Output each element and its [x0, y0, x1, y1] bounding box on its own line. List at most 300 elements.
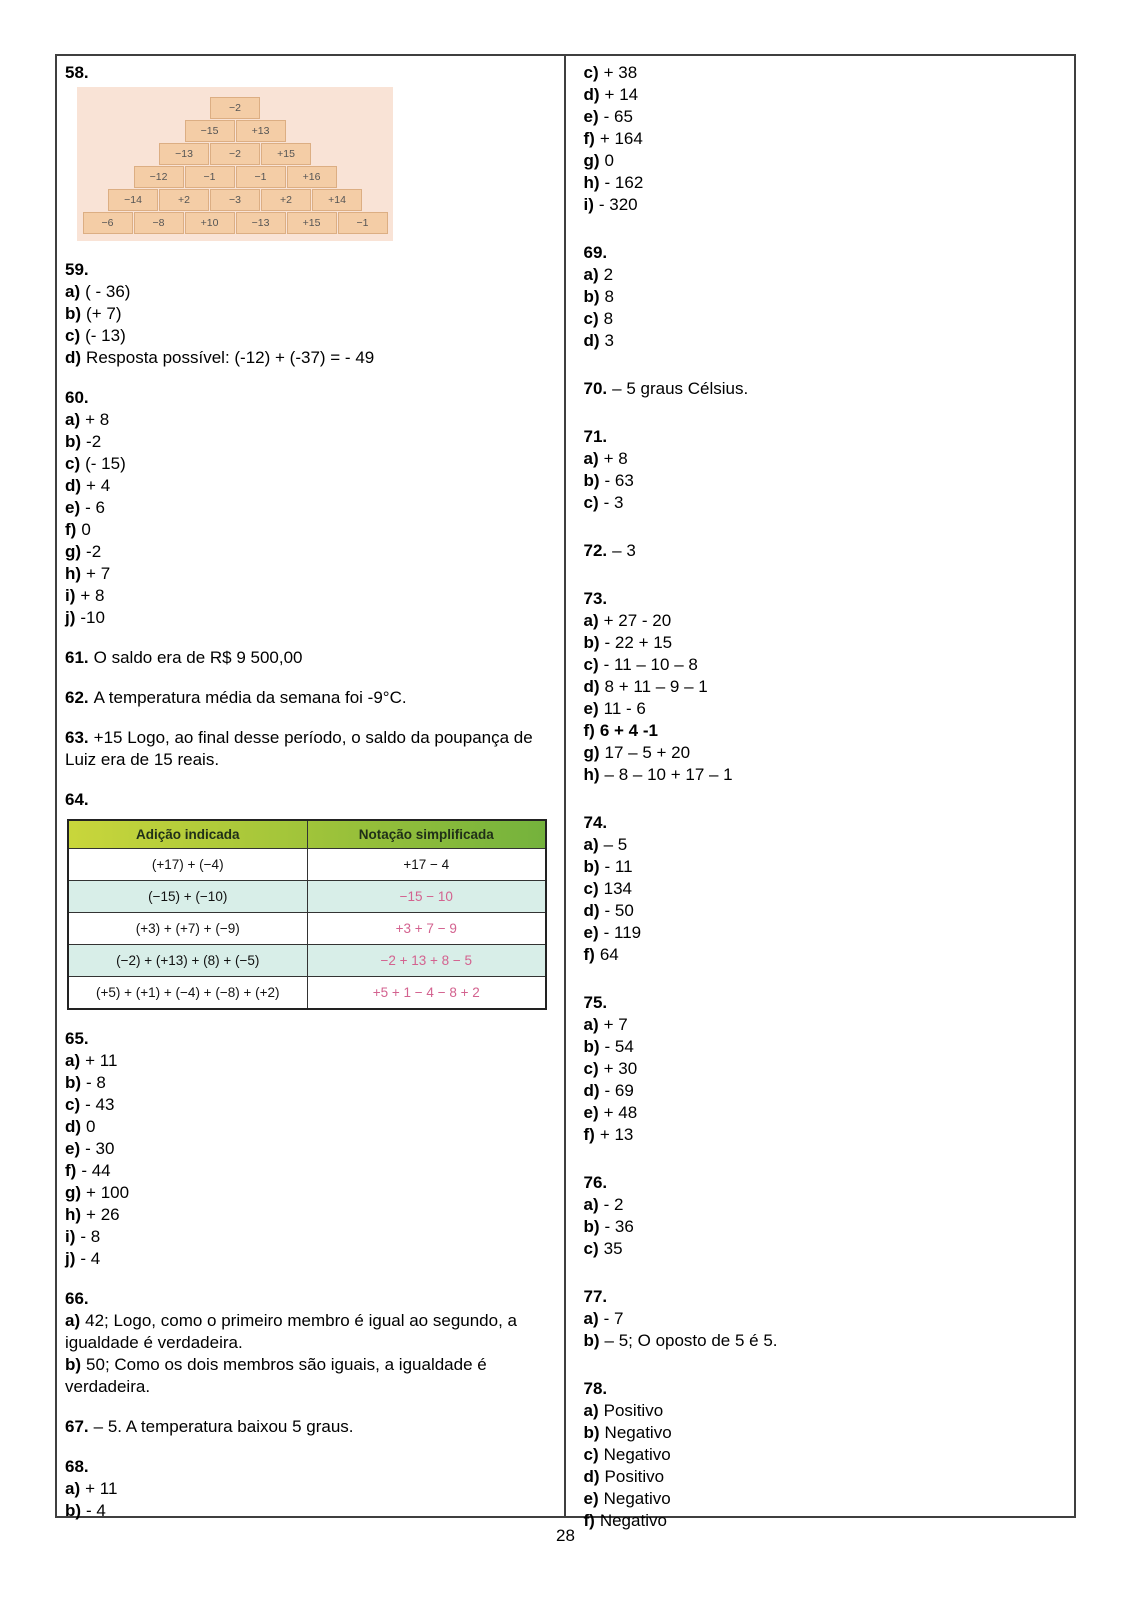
- answer-item-label: e): [65, 1139, 81, 1158]
- answer-line: [65, 475, 550, 497]
- pyramid-row: [133, 165, 337, 188]
- pyramid-cell: −3: [210, 189, 260, 211]
- answer-item-label: c): [583, 1059, 599, 1078]
- answer-text: 11 - 6: [603, 699, 646, 718]
- answer-item-label: b): [65, 432, 82, 451]
- answer-text: -2: [86, 542, 102, 561]
- exercise-block-74: [584, 812, 1063, 966]
- pyramid-cell: +13: [236, 120, 286, 142]
- pyramid-row: [108, 188, 363, 211]
- answer-text: 50; Como os dois membros são iguais, a igualdade é verdadeira.: [65, 1355, 487, 1396]
- answer-line: [584, 1036, 1063, 1058]
- answer-line: [65, 1500, 550, 1522]
- column-right: [566, 56, 1075, 1530]
- answer-text: Positivo: [604, 1467, 665, 1486]
- exercise-number: 63.: [65, 728, 89, 747]
- answer-item-label: f): [583, 721, 595, 740]
- answer-line: [584, 106, 1063, 128]
- answer-text: – 5; O oposto de 5 é 5.: [604, 1331, 778, 1350]
- answer-text: -10: [80, 608, 105, 627]
- exercise-block-68: [65, 1456, 550, 1522]
- answer-text: - 7: [603, 1309, 624, 1328]
- answer-line: [584, 1216, 1063, 1238]
- exercise-number: 68.: [65, 1457, 89, 1476]
- answer-item-label: c): [583, 493, 599, 512]
- table-row: [68, 881, 546, 913]
- answer-line: [65, 1094, 550, 1116]
- answer-text: ( - 36): [85, 282, 131, 301]
- answer-item-label: c): [583, 1445, 599, 1464]
- exercise-block-76: [584, 1172, 1063, 1260]
- exercise-block-65: [65, 1028, 550, 1270]
- answer-text: 6 + 4 -1: [599, 721, 658, 740]
- answer-item-label: a): [583, 611, 599, 630]
- answer-text: + 26: [86, 1205, 120, 1224]
- exercise-block-64: [65, 789, 550, 1010]
- answer-line: [65, 1310, 550, 1354]
- exercise-number: 67.: [65, 1417, 89, 1436]
- exercise-number: 77.: [583, 1287, 608, 1306]
- answer-text: – 8 – 10 + 17 – 1: [604, 765, 733, 784]
- exercise-block-58: [65, 62, 550, 241]
- pyramid-cell: +15: [287, 212, 337, 234]
- answer-line: [584, 1080, 1063, 1102]
- exercise-number: 60.: [65, 388, 89, 407]
- exercise-block-62: [65, 687, 550, 709]
- exercise-number: 70.: [583, 379, 608, 398]
- answer-text: + 164: [599, 129, 643, 148]
- answer-text: - 44: [81, 1161, 111, 1180]
- answer-text: – 5 graus Célsius.: [612, 379, 749, 398]
- answer-line: [65, 1478, 550, 1500]
- exercise-block-63: [65, 727, 550, 771]
- answer-text: - 63: [604, 471, 634, 490]
- exercise-number: 72.: [583, 541, 608, 560]
- answer-text: (- 13): [85, 326, 126, 345]
- answer-text: - 8: [86, 1073, 106, 1092]
- exercise-block-73: [584, 588, 1063, 786]
- exercise-number: 71.: [583, 427, 608, 446]
- answer-line: [65, 1050, 550, 1072]
- table-row: [68, 977, 546, 1010]
- answer-item-label: b): [583, 1037, 600, 1056]
- answer-item-label: b): [65, 1355, 82, 1374]
- pyramid-row: [184, 119, 286, 142]
- answer-item-label: a): [65, 282, 81, 301]
- answer-text: O saldo era de R$ 9 500,00: [93, 648, 303, 667]
- answer-line: [584, 330, 1063, 352]
- answer-line: [65, 303, 550, 325]
- answer-line: [65, 1204, 550, 1226]
- answer-text: + 7: [603, 1015, 628, 1034]
- answer-item-label: a): [65, 1311, 81, 1330]
- exercise-number-line: [584, 588, 1063, 610]
- answer-text: 42; Logo, como o primeiro membro é igual ao segundo, a igualdade é verdadeira.: [65, 1311, 517, 1352]
- answer-text: + 11: [85, 1051, 118, 1070]
- exercise-number: 74.: [583, 813, 608, 832]
- answer-text: - 2: [603, 1195, 624, 1214]
- answer-text: 17 – 5 + 20: [604, 743, 691, 762]
- answer-line: [65, 325, 550, 347]
- table-row: [68, 945, 546, 977]
- number-pyramid-figure: [77, 87, 393, 241]
- answer-line: [584, 448, 1063, 470]
- answer-line: [584, 1400, 1063, 1422]
- answer-line: [584, 286, 1063, 308]
- answer-text: 2: [603, 265, 614, 284]
- pyramid-cell: −13: [236, 212, 286, 234]
- pyramid-row: [159, 142, 312, 165]
- answer-text: (+ 7): [86, 304, 122, 323]
- addition-indicated-cell: (−15) + (−10): [68, 881, 307, 913]
- answer-line: [584, 172, 1063, 194]
- answer-item-label: a): [583, 1309, 599, 1328]
- answer-line: [584, 1308, 1063, 1330]
- answer-text: Negativo: [604, 1423, 672, 1442]
- table-header-cell: Adição indicada: [68, 820, 307, 849]
- answer-text: - 4: [86, 1501, 106, 1520]
- answer-item-label: c): [65, 1095, 81, 1114]
- answer-item-label: f): [583, 1125, 595, 1144]
- pyramid-cell: −8: [134, 212, 184, 234]
- answer-text: - 22 + 15: [604, 633, 673, 652]
- answer-item-label: b): [65, 1073, 82, 1092]
- answer-line: [584, 62, 1063, 84]
- exercise-block-72: [584, 540, 1063, 562]
- answer-text: 8 + 11 – 9 – 1: [604, 677, 708, 696]
- answer-item-label: i): [65, 1227, 76, 1246]
- exercise-block-66: [65, 1288, 550, 1398]
- pyramid-cell: −14: [108, 189, 158, 211]
- answer-line: [584, 492, 1063, 514]
- pyramid-cell: −15: [185, 120, 235, 142]
- answer-sheet: [55, 54, 1076, 1530]
- answer-line: [65, 1354, 550, 1398]
- exercise-inline-answer: [65, 727, 550, 771]
- exercise-inline-answer: [65, 647, 550, 669]
- pyramid-cell: +15: [261, 143, 311, 165]
- answer-text: A temperatura média da semana foi -9°C.: [93, 688, 407, 707]
- answer-text: + 8: [603, 449, 628, 468]
- exercise-block-71: [584, 426, 1063, 514]
- answer-text: Negativo: [603, 1445, 671, 1464]
- answer-item-label: f): [583, 129, 595, 148]
- answer-item-label: h): [65, 1205, 82, 1224]
- pyramid-cell: +14: [312, 189, 362, 211]
- answer-line: [65, 1116, 550, 1138]
- answer-text: – 3: [612, 541, 636, 560]
- table-row: [68, 913, 546, 945]
- answer-item-label: d): [583, 1467, 600, 1486]
- answer-text: 3: [604, 331, 615, 350]
- simplified-notation-cell: +17 − 4: [307, 849, 546, 881]
- exercise-number-line: [584, 426, 1063, 448]
- answer-text: – 5: [603, 835, 628, 854]
- answer-item-label: i): [65, 586, 76, 605]
- answer-text: 8: [604, 287, 615, 306]
- answer-text: - 4: [80, 1249, 101, 1268]
- answer-item-label: b): [583, 1331, 600, 1350]
- answer-text: - 3: [603, 493, 624, 512]
- pyramid-cell: −13: [159, 143, 209, 165]
- answer-item-label: a): [583, 265, 599, 284]
- answer-item-label: c): [583, 879, 599, 898]
- answer-item-label: h): [583, 765, 600, 784]
- answer-text: + 100: [86, 1183, 130, 1202]
- exercise-block-78: [584, 1378, 1063, 1532]
- answer-line: [584, 654, 1063, 676]
- answer-text: - 30: [85, 1139, 115, 1158]
- answer-item-label: d): [583, 85, 600, 104]
- exercise-inline-answer: [584, 540, 1063, 562]
- answer-line: [584, 610, 1063, 632]
- simplified-notation-cell: −2 + 13 + 8 − 5: [307, 945, 546, 977]
- answer-line: [584, 720, 1063, 742]
- answer-item-label: h): [583, 173, 600, 192]
- pyramid-cell: −6: [83, 212, 133, 234]
- exercise-number-line: [584, 812, 1063, 834]
- answer-line: [65, 563, 550, 585]
- answer-text: + 8: [85, 410, 110, 429]
- answer-text: - 8: [80, 1227, 101, 1246]
- exercise-number: 61.: [65, 648, 89, 667]
- answer-text: + 7: [86, 564, 111, 583]
- exercise-number: 65.: [65, 1029, 89, 1048]
- answer-line: [584, 1422, 1063, 1444]
- answer-item-label: g): [65, 542, 82, 561]
- answer-text: Negativo: [599, 1511, 667, 1530]
- answer-line: [65, 519, 550, 541]
- addition-indicated-cell: (+5) + (+1) + (−4) + (−8) + (+2): [68, 977, 307, 1010]
- exercise-number: 75.: [583, 993, 608, 1012]
- simplified-notation-cell: −15 − 10: [307, 881, 546, 913]
- exercise-number-line: [584, 1378, 1063, 1400]
- exercise-block-69: [584, 242, 1063, 352]
- answer-line: [65, 281, 550, 303]
- answer-item-label: a): [583, 1401, 599, 1420]
- answer-text: - 162: [604, 173, 644, 192]
- addition-indicated-cell: (+3) + (+7) + (−9): [68, 913, 307, 945]
- answer-text: - 69: [604, 1081, 634, 1100]
- answer-text: -2: [86, 432, 102, 451]
- answer-line: [65, 431, 550, 453]
- answer-text: + 30: [603, 1059, 638, 1078]
- exercise-number: 76.: [583, 1173, 608, 1192]
- exercise-number-line: [65, 1028, 550, 1050]
- answer-item-label: d): [583, 1081, 600, 1100]
- answer-text: 0: [81, 520, 91, 539]
- addition-indicated-cell: (−2) + (+13) + (8) + (−5): [68, 945, 307, 977]
- pyramid-row: [82, 211, 388, 234]
- answer-line: [584, 1014, 1063, 1036]
- exercise-number: 59.: [65, 260, 89, 279]
- answer-line: [65, 1160, 550, 1182]
- answer-text: 8: [603, 309, 614, 328]
- answer-text: - 320: [598, 195, 638, 214]
- answer-item-label: a): [583, 449, 599, 468]
- answer-text: 134: [603, 879, 632, 898]
- column-left: [57, 56, 566, 1520]
- answer-item-label: b): [65, 1501, 82, 1520]
- answer-item-label: b): [583, 1217, 600, 1236]
- answer-line: [584, 150, 1063, 172]
- answer-line: [584, 1488, 1063, 1510]
- answer-item-label: f): [65, 520, 77, 539]
- answer-item-label: c): [65, 326, 81, 345]
- exercise-number-line: [65, 387, 550, 409]
- exercise-block-60: [65, 387, 550, 629]
- answer-item-label: a): [583, 1015, 599, 1034]
- exercise-block-61: [65, 647, 550, 669]
- answer-text: +15 Logo, ao final desse período, o saldo da poupança de Luiz era de 15 reais.: [65, 728, 533, 769]
- addition-indicated-cell: (+17) + (−4): [68, 849, 307, 881]
- exercise-block-70: [584, 378, 1063, 400]
- exercise-number: 58.: [65, 63, 89, 82]
- answer-item-label: g): [65, 1183, 82, 1202]
- answer-item-label: b): [583, 857, 600, 876]
- answer-text: - 11 – 10 – 8: [603, 655, 698, 674]
- answer-item-label: c): [65, 454, 81, 473]
- answer-item-label: j): [65, 608, 76, 627]
- answer-item-label: e): [65, 498, 81, 517]
- exercise-number-line: [65, 789, 550, 811]
- answer-line: [584, 944, 1063, 966]
- pyramid-row: [210, 96, 261, 119]
- answer-item-label: d): [65, 476, 82, 495]
- pyramid-cell: +2: [261, 189, 311, 211]
- exercise-number: 66.: [65, 1289, 89, 1308]
- answer-item-label: e): [583, 923, 599, 942]
- answer-item-label: a): [65, 1051, 81, 1070]
- answer-line: [584, 194, 1063, 216]
- table-header-cell: Notação simplificada: [307, 820, 546, 849]
- exercise-number: 78.: [583, 1379, 608, 1398]
- answer-line: [584, 676, 1063, 698]
- table-row: [68, 849, 546, 881]
- answer-item-label: g): [583, 743, 600, 762]
- exercise-number-line: [584, 242, 1063, 264]
- page-number: 28: [556, 1526, 575, 1545]
- answer-line: [584, 878, 1063, 900]
- answer-item-label: c): [583, 309, 599, 328]
- answer-text: 64: [599, 945, 619, 964]
- simplified-notation-cell: +3 + 7 − 9: [307, 913, 546, 945]
- exercise-number-line: [584, 992, 1063, 1014]
- answer-line: [584, 900, 1063, 922]
- answer-item-label: d): [65, 348, 82, 367]
- answer-line: [584, 1102, 1063, 1124]
- answer-line: [584, 470, 1063, 492]
- exercise-number: 73.: [583, 589, 608, 608]
- answer-text: + 14: [604, 85, 639, 104]
- notation-table: [67, 819, 547, 1010]
- exercise-inline-answer: [65, 687, 550, 709]
- answer-item-label: d): [583, 901, 600, 920]
- answer-item-label: e): [583, 699, 599, 718]
- answer-item-label: c): [583, 655, 599, 674]
- exercise-number-line: [65, 1288, 550, 1310]
- answer-item-label: e): [583, 1489, 599, 1508]
- answer-item-label: e): [583, 1103, 599, 1122]
- exercise-inline-answer: [584, 378, 1063, 400]
- answer-text: - 36: [604, 1217, 634, 1236]
- answer-text: + 8: [80, 586, 105, 605]
- answer-item-label: b): [583, 633, 600, 652]
- answer-item-label: f): [583, 945, 595, 964]
- exercise-number-line: [65, 62, 550, 84]
- answer-text: - 65: [603, 107, 633, 126]
- answer-item-label: d): [65, 1117, 82, 1136]
- pyramid-cell: −2: [210, 97, 260, 119]
- answer-item-label: g): [583, 151, 600, 170]
- answer-text: Negativo: [603, 1489, 671, 1508]
- answer-text: + 4: [86, 476, 111, 495]
- pyramid-cell: −1: [236, 166, 286, 188]
- pyramid-cell: +16: [287, 166, 337, 188]
- exercise-number-line: [65, 259, 550, 281]
- exercise-number-line: [584, 1286, 1063, 1308]
- answer-item-label: f): [583, 1511, 595, 1530]
- answer-text: - 119: [603, 923, 642, 942]
- exercise-block-75: [584, 992, 1063, 1146]
- answer-text: + 11: [85, 1479, 118, 1498]
- answer-text: 35: [603, 1239, 623, 1258]
- answer-line: [584, 922, 1063, 944]
- answer-text: Positivo: [603, 1401, 664, 1420]
- pyramid-cell: −2: [210, 143, 260, 165]
- answer-item-label: b): [583, 1423, 600, 1442]
- answer-text: + 27 - 20: [603, 611, 672, 630]
- exercise-number-line: [584, 1172, 1063, 1194]
- answer-item-label: a): [65, 1479, 81, 1498]
- answer-line: [65, 607, 550, 629]
- answer-line: [584, 1124, 1063, 1146]
- pyramid-cell: +10: [185, 212, 235, 234]
- answer-line: [65, 541, 550, 563]
- answer-line: [65, 585, 550, 607]
- answer-line: [584, 1444, 1063, 1466]
- answer-text: + 13: [599, 1125, 634, 1144]
- answer-line: [65, 347, 550, 369]
- answer-line: [584, 742, 1063, 764]
- answer-item-label: a): [65, 410, 81, 429]
- answer-item-label: b): [583, 287, 600, 306]
- exercise-block-67: [65, 1416, 550, 1438]
- answer-item-label: e): [583, 107, 599, 126]
- answer-item-label: b): [65, 304, 82, 323]
- exercise-block-59: [65, 259, 550, 369]
- answer-text: – 5. A temperatura baixou 5 graus.: [93, 1417, 354, 1436]
- answer-line: [584, 764, 1063, 786]
- answer-text: - 11: [604, 857, 633, 876]
- pyramid-cell: −1: [185, 166, 235, 188]
- pyramid-cell: +2: [159, 189, 209, 211]
- answer-line: [584, 834, 1063, 856]
- pyramid-cell: −1: [338, 212, 388, 234]
- answer-line: [584, 698, 1063, 720]
- answer-text: - 6: [85, 498, 105, 517]
- answer-line: [584, 1194, 1063, 1216]
- answer-item-label: d): [583, 331, 600, 350]
- answer-item-label: d): [583, 677, 600, 696]
- answer-line: [584, 856, 1063, 878]
- answer-text: 0: [604, 151, 615, 170]
- exercise-number: 62.: [65, 688, 89, 707]
- answer-item-label: c): [583, 1239, 599, 1258]
- answer-text: - 54: [604, 1037, 634, 1056]
- answer-line: [65, 409, 550, 431]
- answer-item-label: b): [583, 471, 600, 490]
